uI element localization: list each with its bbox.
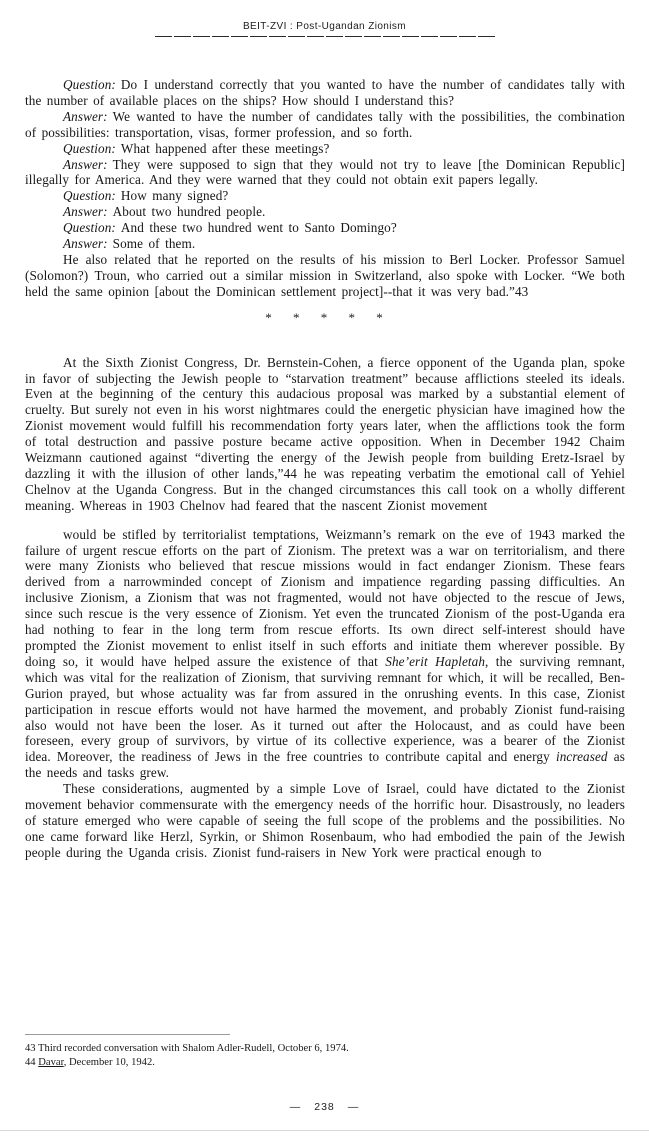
- qa-label: Question:: [63, 77, 116, 92]
- text-segment: These considerations, augmented by a simple Love of Israel, could have dictated to the Zionist movement behavior commensurate with the emergency needs of the horrific hour. Disastrously, no leaders of stature emerged who were capable of seeing the full scope of the problems and the possibilities. No one came forward like Herzl, Syrkin, or Shimon Rosenbaum, who had embodied the pain of the Jewish people during the Uganda crisis. Zionist fund-raisers in New York were practical enough to: [25, 781, 625, 860]
- paragraph: [25, 109, 625, 141]
- text-segment: At the Sixth Zionist Congress, Dr. Bernstein-Cohen, a fierce opponent of the Uganda plan, spoke in favor of subjecting the Jewish people to “starvation treatment” because afflictions steeled its ideals. Even at the beginning of the century this audacious proposal was marked by a substantial element of cruelty. But surely not even in his worst nightmares could the energetic physician have imagined how the Zionist movement would fulfill his recommendation forty years later, when the afflictions took the form of total destruction and passive posture became active opposition. When in December 1942 Chaim Weizmann cautioned against “diverting the energy of the Jewish people from building Eretz-Israel by dazzling it with the illusion of other lands,”44 he was repeating verbatim the emotional call of Yehiel Chelnov at the Uganda Congress. But in the changed circumstances this call took on a wholly different meaning. Whereas in 1903 Chelnov had feared that the nascent Zionist movement: [25, 354, 625, 513]
- text-segment: 43 Third recorded conversation with Shalom Adler-Rudell, October 6, 1974.: [25, 1043, 349, 1054]
- text-segment: About two hundred people.: [112, 204, 266, 220]
- paragraph: [25, 252, 625, 300]
- text-segment: as the needs and tasks grew.: [25, 749, 625, 781]
- paragraph: [25, 236, 625, 252]
- text-segment: She’erit Hapletah: [385, 653, 486, 669]
- qa-label: Answer:: [63, 236, 108, 252]
- paragraph: [25, 77, 625, 109]
- paragraph: [25, 141, 625, 157]
- paragraph: [25, 188, 625, 204]
- paragraph: [25, 204, 625, 220]
- running-header-title: BEIT-ZVI : Post-Ugandan Zionism: [242, 21, 406, 32]
- text-segment: How many signed?: [120, 188, 229, 204]
- paragraph: [25, 157, 625, 189]
- page-number-value: 238: [314, 1101, 335, 1113]
- text-segment: What happened after these meetings?: [120, 140, 330, 156]
- paragraph: [25, 527, 625, 782]
- qa-label: Answer:: [63, 156, 108, 172]
- page-number-left-dash: —: [289, 1101, 302, 1113]
- qa-label: Answer:: [63, 108, 108, 124]
- page-number: [0, 1101, 649, 1113]
- footnotes: [25, 1042, 625, 1070]
- header-rule: [155, 35, 495, 37]
- footnote: [25, 1042, 625, 1056]
- page-number-right-dash: —: [347, 1101, 360, 1113]
- qa-label: Question:: [63, 220, 116, 236]
- text-segment: Davar: [38, 1057, 64, 1068]
- text-segment: Do I understand correctly that you wanted to have the number of candidates tally with the number of available places on the ships? How should I understand this?: [25, 77, 625, 108]
- paragraph: [25, 220, 625, 236]
- paragraph: [25, 781, 625, 861]
- text-segment: And these two hundred went to Santo Domingo?: [120, 220, 397, 236]
- text-segment: 44: [25, 1057, 39, 1068]
- qa-label: Question:: [63, 140, 116, 156]
- text-segment: increased: [555, 749, 608, 765]
- asterisk-separator: * * * * *: [265, 309, 385, 325]
- text-segment: would be stifled by territorialist temptations, Weizmann’s remark on the eve of 1943 marked the failure of urgent rescue efforts on the part of Zionism. The pretext was a war on territorialism, and there were many Zionists who believed that rescue missions would in fact endanger Zionism. These fears derived from a narrowminded concept of Zionism and impatience regarding passing difficulties. An inclusive Zionism, a Zionism that was not fragmented, would not have objected to the rescue of Jews, since such rescue is the very essence of Zionism. Yet even the truncated Zionism of the post-Uganda era had nothing to fear in the long term from rescue efforts. Its own direct self-interest should have prompted the Zionist movement to enlist itself in such efforts and initiate them wherever possible. By doing so, it would have helped assure the existence of that: [25, 526, 625, 669]
- paragraph: [25, 355, 625, 514]
- text-segment: They were supposed to sign that they would not try to leave [the Dominican Republic] illegally for America. And they were warned that they could not obtain exit papers legally.: [25, 156, 625, 188]
- text-segment: He also related that he reported on the results of his mission to Berl Locker. Professor Samuel (Solomon?) Troun, who carried out a similar mission in Switzerland, also spoke with Locker. “We both held the same opinion [about the Dominican settlement project]--that it was very bad.”43: [25, 251, 625, 299]
- qa-label: Question:: [63, 188, 116, 204]
- text-segment: , December 10, 1942.: [63, 1057, 155, 1068]
- text-segment: , the surviving remnant, which was vital for the realization of Zionism, that surviving remnant for which, it will be recalled, Ben-Gurion prayed, but whose actuality was far from assured in the onrushing events. In this case, Zionist participation in rescue efforts would not have harmed the movement, and probably Zionist fund-raising also would not have been the loser. As it turned out after the Holocaust, and as could have been foreseen, every group of survivors, by virtue of its collective experience, was a bearer of the Zionist idea. Moreover, the readiness of Jews in the free countries to contribute capital and energy: [25, 653, 625, 765]
- footnote-separator-rule: [25, 1034, 230, 1035]
- page-bottom-edge: [0, 1130, 649, 1131]
- text-segment: Some of them.: [112, 236, 196, 252]
- page-body: [25, 77, 625, 861]
- text-segment: We wanted to have the number of candidates tally with the possibilities, the combination of possibilities: transportation, visas, former profession, and so forth.: [25, 108, 625, 140]
- footnote: [25, 1056, 625, 1070]
- qa-label: Answer:: [63, 204, 108, 220]
